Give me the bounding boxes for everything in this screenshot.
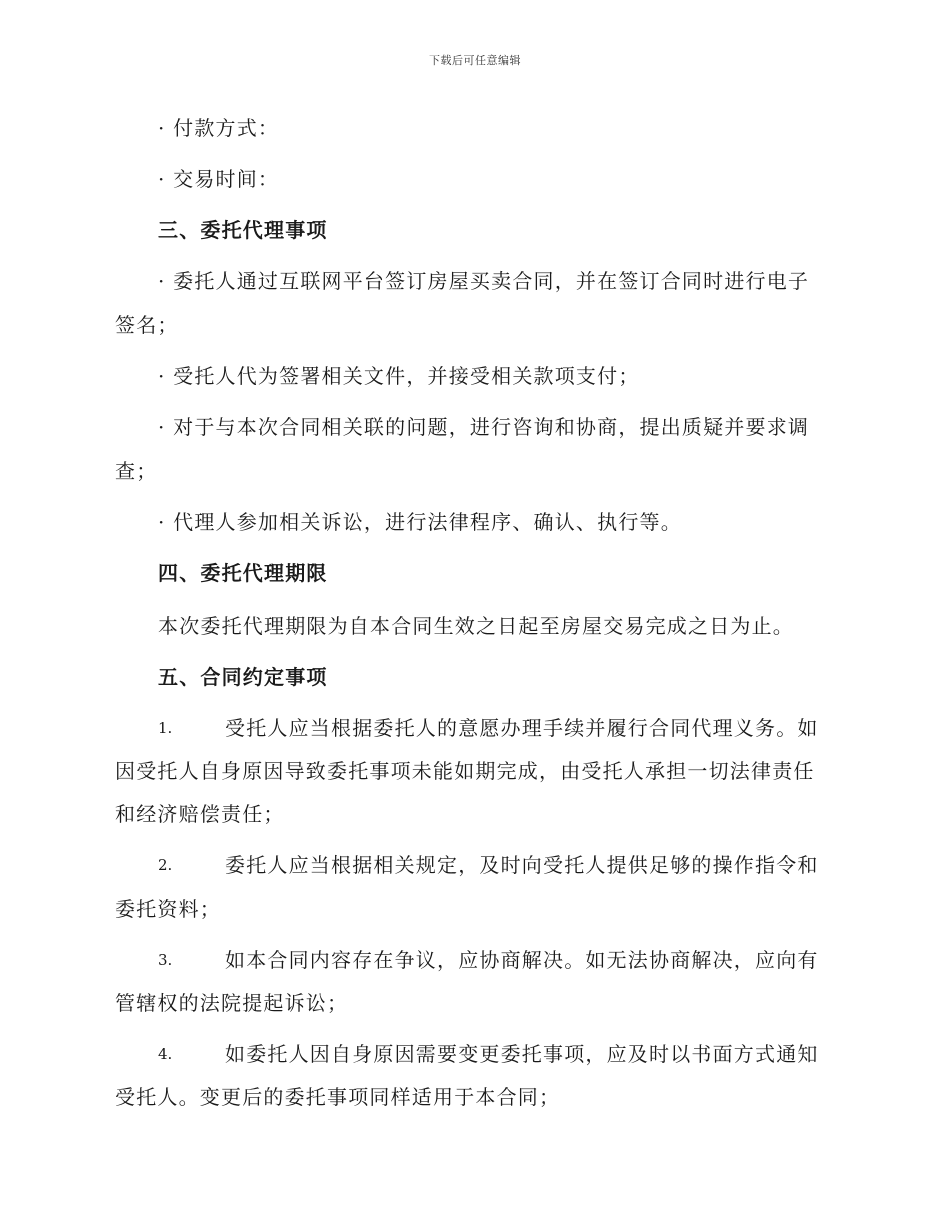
list-item-text: 受托人应当根据委托人的意愿办理手续并履行合同代理义务。如: [225, 716, 819, 740]
list-item-number: 1.: [158, 719, 173, 737]
bullet-esign-line2: 签名；: [115, 313, 179, 337]
section-heading-4: 四、委托代理期限: [158, 561, 328, 585]
list-item-text-continued: 和经济赔偿责任；: [115, 802, 285, 826]
bullet-litigation: · 代理人参加相关诉讼，进行法律程序、确认、执行等。: [158, 510, 682, 534]
list-item-text: 委托人应当根据相关规定，及时向受托人提供足够的操作指令和: [225, 853, 819, 877]
list-item-number: 3.: [158, 951, 173, 969]
page-header-note: 下载后可任意编辑: [429, 54, 521, 67]
list-item-text-continued: 因受托人自身原因导致委托事项未能如期完成，由受托人承担一切法律责任: [115, 759, 815, 783]
term-paragraph: 本次委托代理期限为自本合同生效之日起至房屋交易完成之日为止。: [158, 614, 794, 638]
list-item-number: 2.: [158, 856, 173, 874]
list-item-text-continued: 受托人。变更后的委托事项同样适用于本合同；: [115, 1085, 561, 1109]
bullet-esign-line1: · 委托人通过互联网平台签订房屋买卖合同，并在签订合同时进行电子: [158, 269, 810, 293]
bullet-transaction-time: · 交易时间：: [158, 167, 280, 191]
list-item-text: 如委托人因自身原因需要变更委托事项，应及时以书面方式通知: [225, 1042, 819, 1066]
section-heading-3: 三、委托代理事项: [158, 218, 328, 242]
bullet-sign-documents: · 受托人代为签署相关文件，并接受相关款项支付；: [158, 364, 640, 388]
list-item-number: 4.: [158, 1045, 173, 1063]
bullet-payment-method: · 付款方式：: [158, 116, 280, 140]
list-item-text-continued: 委托资料；: [115, 897, 221, 921]
list-item-text-continued: 管辖权的法院提起诉讼；: [115, 991, 349, 1015]
section-heading-5: 五、合同约定事项: [158, 665, 328, 689]
bullet-consult-line2: 查；: [115, 459, 158, 483]
bullet-consult-line1: · 对于与本次合同相关联的问题，进行咨询和协商，提出质疑并要求调: [158, 415, 810, 439]
list-item-text: 如本合同内容存在争议，应协商解决。如无法协商解决，应向有: [225, 948, 819, 972]
